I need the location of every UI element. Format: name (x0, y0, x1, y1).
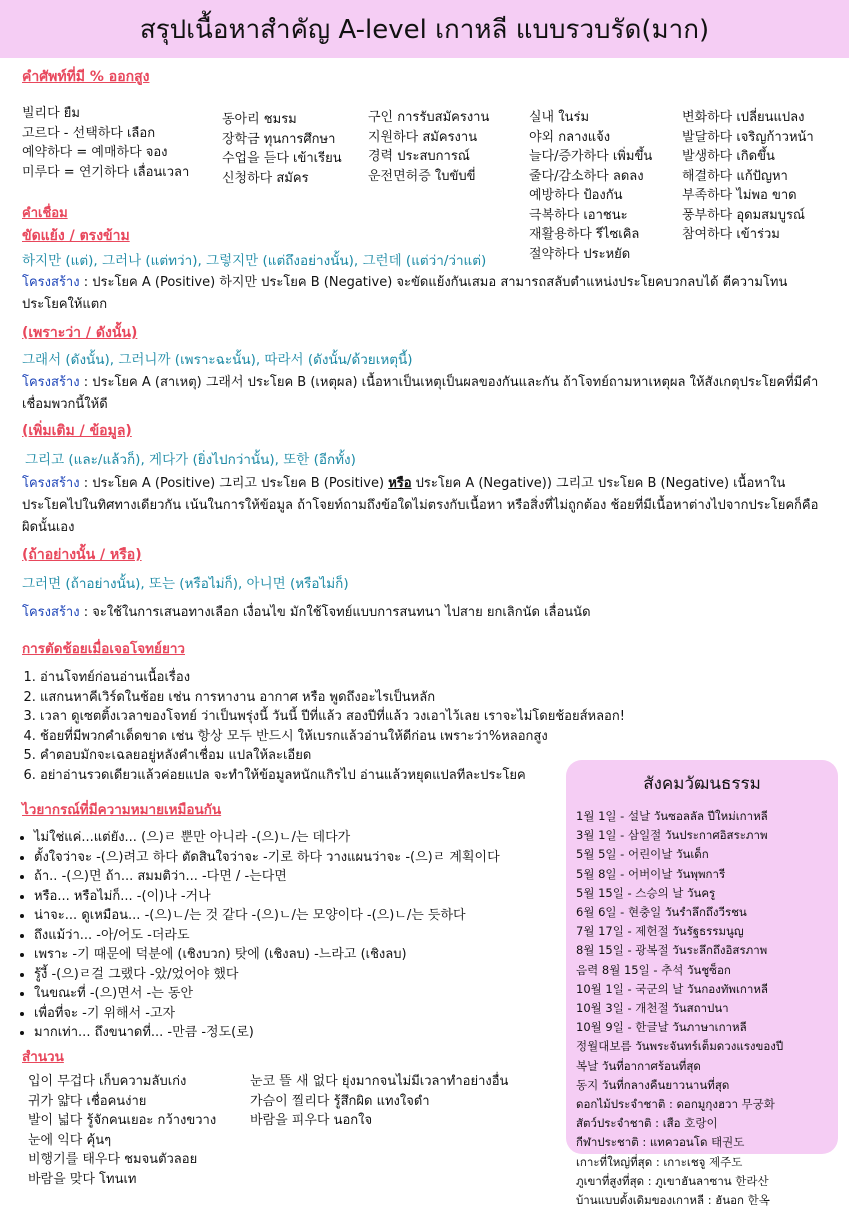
culture-item: ดอกไม้ประจำชาติ : ดอกมูกุงฮวา 무궁화 (576, 1097, 775, 1112)
tip-item: 3. เวลา ดูเซตติ้งเวลาของโจทย์ ว่าเป็นพรุ่งนี้ วันนี้ ปีที่แล้ว สองปีที่แล้ว วงเอาไว้เลย เราจะไม่โดยช้อยส์หลอก! (40, 707, 662, 727)
idiom-item: 비행기를 태우다 ชมจนตัวลอย (28, 1152, 198, 1167)
connector-structure (22, 272, 822, 316)
vocab-col-1 (22, 104, 189, 182)
culture-item: เกาะที่ใหญ่ที่สุด : เกาะเชจู 제주도 (576, 1154, 743, 1169)
vocab-item: 예약하다 = 예매하다 จอง (22, 145, 168, 160)
vocab-col-4 (529, 108, 652, 264)
vocab-item: 늘다/증가하다 เพิ่มขึ้น (529, 149, 653, 164)
culture-item: 5월 5일 - 어린이날 วันเด็ก (576, 847, 709, 862)
structure-label: โครงสร้าง (22, 476, 80, 491)
grammar-item: • เพื่อที่จะ -기 위해서 -고자 (34, 1004, 557, 1024)
vocab-col-3 (368, 108, 489, 186)
structure-or: หรือ (388, 476, 412, 491)
vocab-item: 수업을 듣다 เข้าเรียน (222, 151, 342, 166)
culture-item: 정월대보름 วันพระจันทร์เต็มดวงแรงของปี (576, 1039, 784, 1054)
idiom-item: 눈코 뜰 새 없다 ยุ่งมากจนไม่มีเวลาทำอย่างอื่น (250, 1074, 509, 1089)
connector-group-title: (ถ้าอย่างนั้น / หรือ) (22, 547, 142, 563)
connectors-heading: คำเชื่อม (22, 206, 68, 221)
culture-list (576, 807, 828, 1210)
culture-item: บ้านแบบดั้งเดิมของเกาหลี : ฮันอก 한옥 (576, 1193, 770, 1208)
culture-item: 10월 1일 - 국군의 날 วันกองทัพเกาหลี (576, 981, 768, 996)
vocab-item: 구인 การรับสมัครงาน (368, 110, 490, 125)
structure-label: โครงสร้าง (22, 275, 80, 290)
connector-words: 그래서 (ดังนั้น), 그러니까 (เพราะฉะนั้น), 따라서 (ดังนั้น/ด้วยเหตุนี้) (22, 352, 413, 368)
structure-label: โครงสร้าง (22, 605, 80, 620)
vocab-item: 재활용하다 รีไซเคิล (529, 227, 640, 242)
connector-group-title: (เพิ่มเติม / ข้อมูล) (22, 423, 132, 439)
idiom-item: 입이 무겁다 เก็บความลับเก่ง (28, 1074, 187, 1089)
culture-item: 5월 8일 - 어버이날 วันพุพการี (576, 866, 726, 881)
culture-item: 1월 1일 - 설날 วันซอลลัล ปีใหม่เกาหลี (576, 809, 768, 823)
tips-list (22, 668, 662, 785)
connector-structure (22, 602, 822, 624)
culture-item: 음력 8월 15일 - 추석 วันชูซ็อก (576, 962, 731, 977)
idiom-item: 귀가 얇다 เชื่อคนง่าย (28, 1093, 147, 1109)
vocab-item: 참여하다 เข้าร่วม (682, 227, 780, 242)
idiom-item: 발이 넓다 รู้จักคนเยอะ กว้างขวาง (28, 1113, 217, 1128)
connector-group-title: (เพราะว่า / ดังนั้น) (22, 325, 138, 341)
structure-text: ประโยค A (Negative)) 그리고 ประโยค B (Negative) เนื้อหาในประโยคไปในทิศทางเดียวกัน เน้นในการให้ข้อมูล ถ้าโจยท์ถามถึงข้อใดไม่ตรงกับเนื้อหา หรือสิ่งที่ไม่ถูกต้อง ช้อยที่มีเนื้อหาต่างไปจากประโยคก็คือผิดนั้นเอง (22, 476, 819, 535)
connector-words: 하지만 (แต่), 그러나 (แต่ทว่า), 그렇지만 (แต่ถึงอย่างนั้น), 그런데 (แต่ว่า/ว่าแต่) (22, 253, 487, 269)
structure-text: : ประโยค A (Positive) 하지만 ประโยค B (Negative) จะขัดแย้งกันเสมอ สามารถสลับตำแหน่งประโยคบวกลบได้ ตีความโทนประโยคให้แตก (22, 275, 788, 312)
grammar-list (12, 828, 557, 1043)
vocab-item: 절약하다 ประหยัด (529, 246, 631, 262)
vocab-item: 장학금 ทุนการศึกษา (222, 131, 336, 147)
culture-item: 10월 3일 - 개천절 วันสถาปนา (576, 1001, 729, 1016)
structure-text: : ประโยค A (Positive) 그리고 ประโยค B (Positive) (79, 476, 389, 491)
vocab-item: 발생하다 เกิดขึ้น (682, 149, 775, 164)
connector-structure (22, 372, 822, 416)
vocab-item: 빌리다 ยืม (22, 106, 80, 121)
vocab-col-5 (682, 108, 814, 245)
tip-item: 5. คำตอบมักจะเฉลยอยู่หลังคำเชื่อม แปลให้ละเอียด (40, 746, 662, 766)
vocab-item: 예방하다 ป้องกัน (529, 188, 623, 203)
culture-item: สัตว์ประจำชาติ : เสือ 호랑이 (576, 1116, 718, 1131)
grammar-item: • น่าจะ... ดูเหมือน... -(으)ㄴ/는 것 같다 -(으)ㄴ/는 모양이다 -(으)ㄴ/는 듯하다 (34, 906, 557, 926)
vocab-item: 경력 ประสบการณ์ (368, 149, 470, 164)
vocab-item: 풍부하다 อุดมสมบูรณ์ (682, 207, 805, 223)
structure-label: โครงสร้าง (22, 375, 80, 390)
grammar-item: • ในขณะที่ -(으)면서 -는 동안 (34, 984, 557, 1004)
idiom-item: 가슴이 찔리다 รู้สึกผิด แทงใจดำ (250, 1093, 430, 1109)
grammar-heading: ไวยากรณ์ที่มีความหมายเหมือนกัน (22, 802, 222, 818)
grammar-item: • ถึงแม้ว่า... -아/어도 -더라도 (34, 926, 557, 946)
culture-item: 5월 15일 - 스승의 날 วันครู (576, 885, 716, 900)
connector-structure (22, 473, 822, 539)
grammar-item: • ถ้า.. -(으)면 ถ้า... สมมติว่า... -다면 / -는다면 (34, 867, 557, 887)
vocab-item: 동아리 ชมรม (222, 112, 297, 127)
connector-words: 그러면 (ถ้าอย่างนั้น), 또는 (หรือไม่ก็), 아니면 (หรือไม่ก็) (22, 576, 349, 592)
vocab-item: 지원하다 สมัครงาน (368, 129, 478, 145)
grammar-item: • ตั้งใจว่าจะ -(으)려고 하다 ตัดสินใจว่าจะ -기로 하다 วางแผนว่าจะ -(으)ㄹ 계획이다 (34, 848, 557, 868)
vocab-item: 야외 กลางแจ้ง (529, 129, 611, 145)
connector-group-title: ขัดแย้ง / ตรงข้าม (22, 228, 130, 244)
vocab-col-2 (222, 110, 342, 188)
connector-words: 그리고 (และ/แล้วก็), 게다가 (ยิ่งไปกว่านั้น), 또한 (อีกทั้ง) (25, 452, 356, 468)
culture-item: กีฬาประชาติ : แทควอนโด 태권도 (576, 1135, 745, 1150)
culture-item: 6월 6일 - 현충일 วันรำลึกถึงวีรชน (576, 905, 747, 920)
grammar-item: • ไม่ใช่แค่...แต่ยัง... (으)ㄹ 뿐만 아니라 -(으)ㄴ/는 데다가 (34, 828, 557, 848)
page-title: สรุปเนื้อหาสำคัญ A-level เกาหลี แบบรวบรัด(มาก) (139, 14, 710, 45)
vocab-heading: คำศัพท์ที่มี % ออกสูง (22, 69, 150, 85)
vocab-item: 극복하다 เอาชนะ (529, 207, 628, 223)
vocab-item: 부족하다 ไม่พอ ขาด (682, 188, 797, 203)
vocab-item: 발달하다 เจริญก้าวหน้า (682, 129, 814, 145)
culture-heading: สังคมวัฒนธรรม (643, 774, 761, 794)
culture-item: 3월 1일 - 삼일절 วันประกาศอิสระภาพ (576, 828, 768, 843)
culture-item: 복날 วันที่อากาศร้อนที่สุด (576, 1058, 701, 1073)
grammar-item: • หรือ... หรือไม่ก็... -(이)나 -거나 (34, 887, 557, 907)
tip-item: 4. ช้อยที่มีพวกคำเด็ดขาด เช่น 항상 모두 반드시 ให้เบรกแล้วอ่านให้ดีก่อน เพราะว่า%หลอกสูง (40, 727, 662, 747)
tip-item: 1. อ่านโจทย์ก่อนอ่านเนื้อเรื่อง (40, 668, 662, 688)
grammar-item: • มากเท่า... ถึงขนาดที่... -만큼 -정도(로) (34, 1023, 557, 1043)
vocab-item: 실내 ในร่ม (529, 110, 590, 125)
culture-item: 8월 15일 - 광복절 วันระลึกถึงอิสรภาพ (576, 943, 768, 958)
tip-item: 6. อย่าอ่านรวดเดียวแล้วค่อยแปล จะทำให้ข้อมูลหนักแกิรไป อ่านแล้วหยุดแปลทีละประโยค (40, 766, 662, 786)
vocab-item: 해결하다 แก้ปัญหา (682, 168, 788, 184)
title-bar (0, 0, 849, 58)
tip-item: 2. แสกนหาคีเวิร์ดในช้อย เช่น การหางาน อากาศ หรือ พูดถึงอะไรเป็นหลัก (40, 688, 662, 708)
idioms-heading: สำนวน (22, 1049, 64, 1065)
vocab-item: 줄다/감소하다 ลดลง (529, 168, 644, 184)
culture-item: 동지 วันที่กลางคืนยาวนานที่สุด (576, 1077, 730, 1092)
vocab-item: 신청하다 สมัคร (222, 170, 309, 186)
idiom-item: 바람을 피우다 นอกใจ (250, 1113, 373, 1128)
tips-heading: การตัดช้อยเมื่อเจอโจทย์ยาว (22, 641, 186, 657)
vocab-item: 변화하다 เปลี่ยนแปลง (682, 110, 805, 125)
idioms-col-1 (28, 1072, 216, 1189)
culture-item: ภูเขาที่สูงที่สุด : ภูเขาฮันลาซาน 한라산 (576, 1173, 769, 1188)
idiom-item: 바람을 맞다 โทนเท (28, 1171, 137, 1187)
idioms-col-2 (250, 1072, 508, 1131)
vocab-item: 미루다 = 연기하다 เลื่อนเวลา (22, 164, 190, 180)
structure-text: : จะใช้ในการเสนอทางเลือก เงื่อนไข มักใช้โจทย์แบบการสนทนา ไปสาย ยกเลิกนัด เลื่อนนัด (79, 605, 591, 620)
grammar-item: • รู้งี้ -(으)ㄹ걸 그랬다 -았/었어야 했다 (34, 965, 557, 985)
grammar-item: • เพราะ -기 때문에 덕분에 (เชิงบวก) 탓에 (เชิงลบ) -느라고 (เชิงลบ) (34, 945, 557, 965)
culture-box (566, 760, 838, 1208)
vocab-item: 고르다 - 선택하다 เลือก (22, 125, 156, 141)
culture-item: 10월 9일 - 한글날 วันภาษาเกาหลี (576, 1020, 747, 1035)
vocab-item: 운전면허증 ใบขับขี่ (368, 168, 476, 184)
idiom-item: 눈에 익다 คุ้นๆ (28, 1132, 112, 1148)
structure-text: : ประโยค A (สาเหตุ) 그래서 ประโยค B (เหตุผล) เนื้อหาเป็นเหตุเป็นผลของกันและกัน ถ้าโจทย์ถามหาเหตุผล ให้สังเกตุประโยคที่มีคำเชื่อมพวกนี้ให้ดี (22, 375, 819, 412)
culture-item: 7월 17일 - 제헌절 วันรัฐธรรมนูญ (576, 924, 744, 939)
